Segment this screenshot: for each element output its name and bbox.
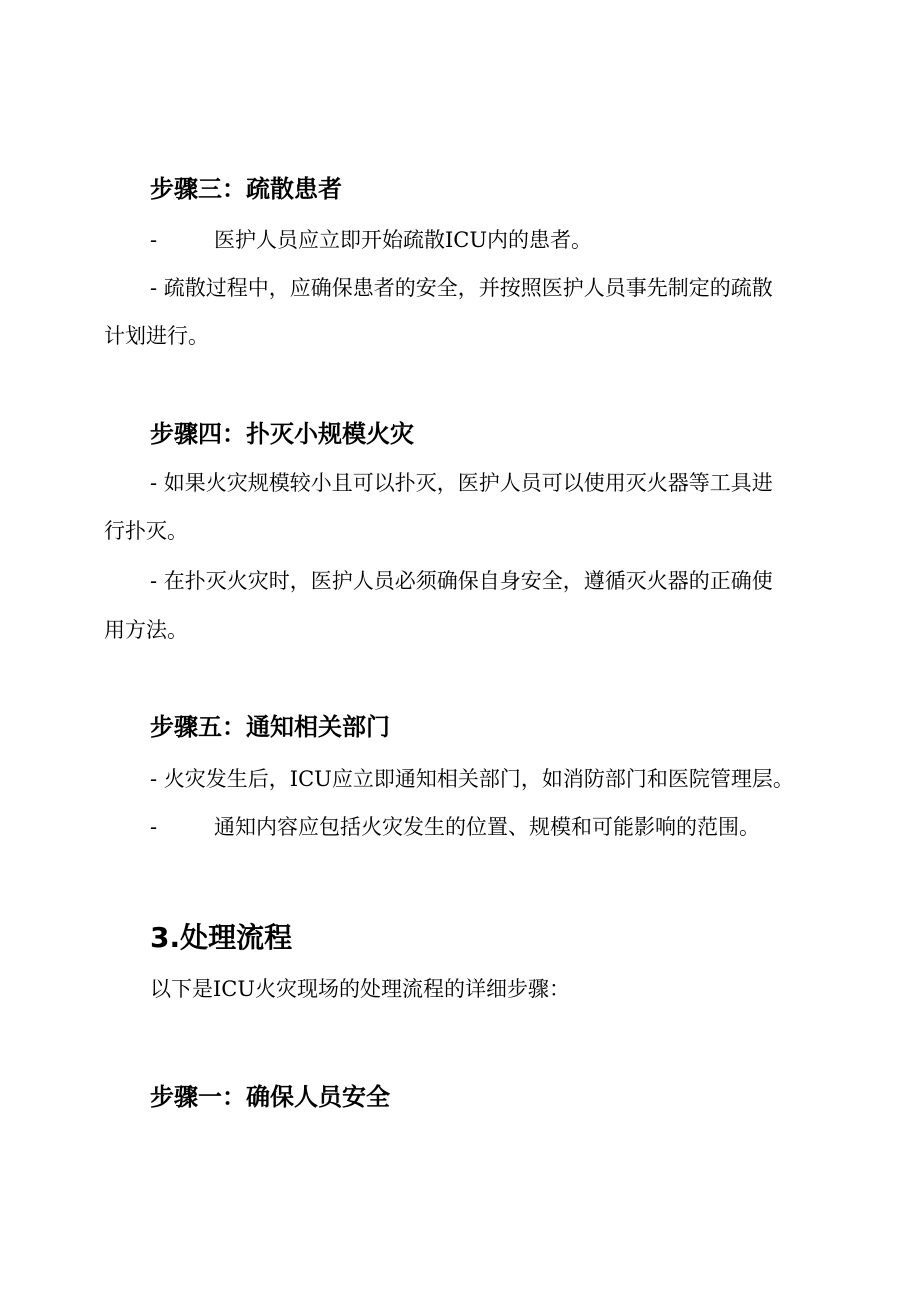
step4-bullet1-line2: 行扑灭。 — [104, 519, 188, 543]
step1-heading: 步骤一：确保人员安全 — [150, 1083, 390, 1111]
section3-heading: 3.处理流程 — [150, 921, 293, 954]
step5-bullet2-dash: - — [150, 815, 158, 839]
step3-bullet1: 医护人员应立即开始疏散ICU内的患者。 — [214, 228, 593, 252]
step4-bullet1-line1: - 如果火灾规模较小且可以扑灭，医护人员可以使用灭火器等工具进 — [150, 471, 773, 495]
step5-heading: 步骤五：通知相关部门 — [150, 713, 390, 741]
step4-bullet2-line2: 用方法。 — [104, 618, 188, 642]
step3-bullet2-line1: - 疏散过程中，应确保患者的安全，并按照医护人员事先制定的疏散 — [150, 276, 773, 300]
section3-intro: 以下是ICU火灾现场的处理流程的详细步骤： — [150, 977, 571, 1001]
step5-bullet2: 通知内容应包括火灾发生的位置、规模和可能影响的范围。 — [214, 815, 760, 839]
step3-bullet2-line2: 计划进行。 — [104, 324, 209, 348]
step3-heading: 步骤三：疏散患者 — [150, 175, 342, 203]
step4-bullet2-line1: - 在扑灭火灾时，医护人员必须确保自身安全，遵循灭火器的正确使 — [150, 569, 773, 593]
step3-bullet1-dash: - — [150, 228, 158, 252]
step5-bullet1: - 火灾发生后，ICU应立即通知相关部门，如消防部门和医院管理层。 — [150, 767, 794, 791]
step4-heading: 步骤四：扑灭小规模火灾 — [150, 420, 414, 448]
